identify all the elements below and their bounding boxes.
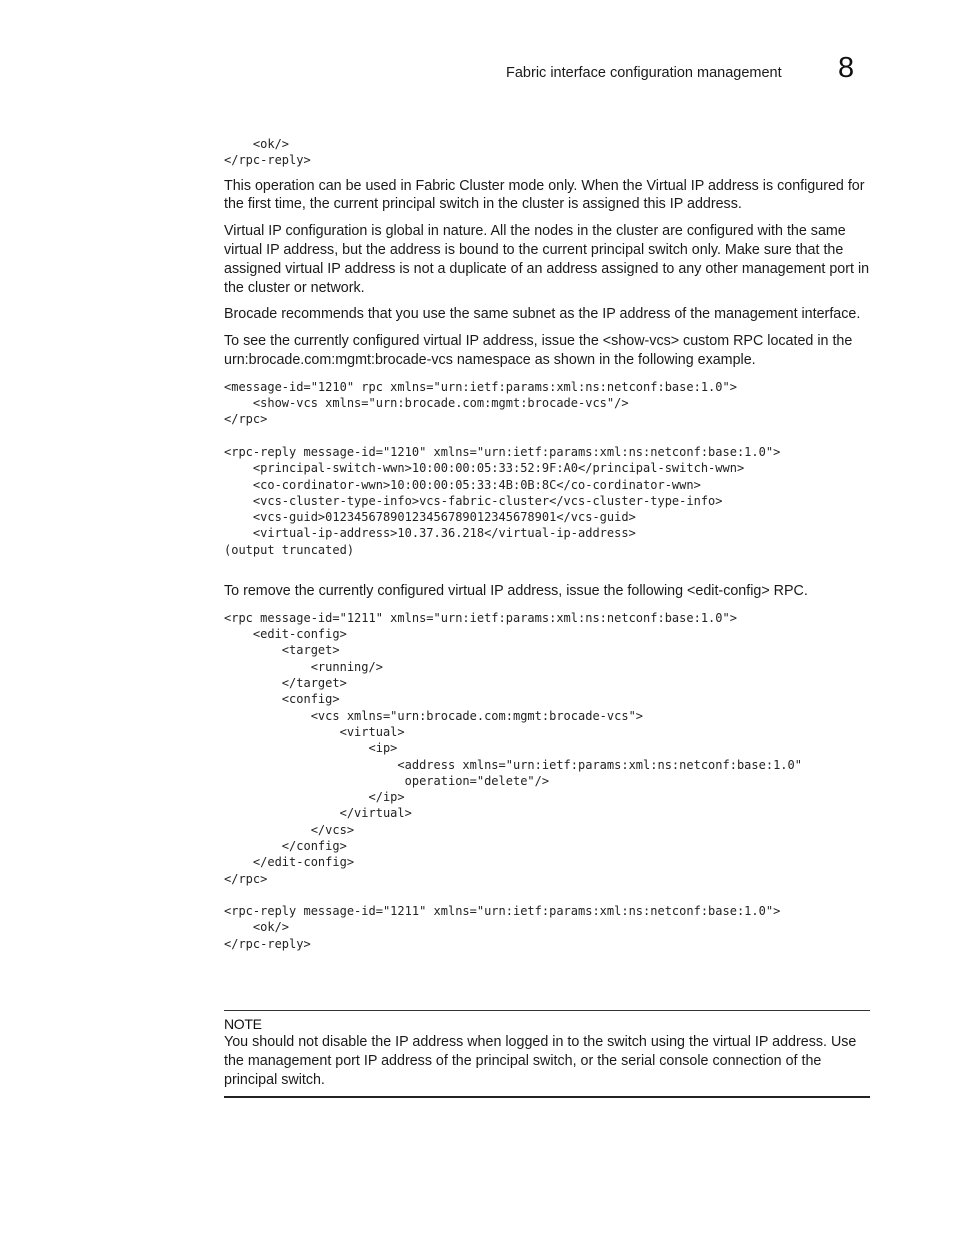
- code-block-edit-config: <rpc message-id="1211" xmlns="urn:ietf:params:xml:ns:netconf:base:1.0"> <edit-config> <target> <running/> </target> <config> <vcs xmlns="urn:brocade.com:mgmt:brocade-vcs"> <virtual> <ip> <address xmlns="urn:ietf:params:xml:ns:netconf:base:1.0" operation="delete"/> </ip> </virtual> </vcs> </config> </edit-config> </rpc> <rpc-reply message-id="1211" xmlns="urn:ietf:params:xml:ns:netconf:base:1.0"> <ok/> </rpc-reply>: [224, 610, 802, 951]
- paragraph-edit-config-intro: To remove the currently configured virtual IP address, issue the following <edit-config> RPC.: [224, 583, 808, 600]
- page-content: [224, 136, 870, 952]
- note-box: [224, 1010, 870, 1098]
- code-block-rpc-reply-end: <ok/> </rpc-reply>: [224, 137, 311, 168]
- code-block-show-vcs: <message-id="1210" rpc xmlns="urn:ietf:params:xml:ns:netconf:base:1.0"> <show-vcs xmlns="urn:brocade.com:mgmt:brocade-vcs"/> </rpc> <rpc-reply message-id="1210" xmlns="urn:ietf:params:xml:ns:netconf:base:1.0"> <principal-switch-wwn>10:00:00:05:33:52:9F:A0</principal-switch-wwn> <co-cordinator-wwn>10:00:00:05:33:4B:0B:8C</co-cordinator-wwn> <vcs-cluster-type-info>vcs-fabric-cluster</vcs-cluster-type-info> <vcs-guid>01234567890123456789012345678901</vcs-guid> <virtual-ip-address>10.37.36.218</virtual-ip-address> (output truncated): [224, 379, 781, 557]
- paragraph-show-vcs-intro: To see the currently configured virtual IP address, issue the <show-vcs> custom RPC located in the urn:brocade.com:mgmt:brocade-vcs namespace as shown in the following example.: [224, 333, 853, 368]
- paragraph-virtual-ip-global: Virtual IP configuration is global in nature. All the nodes in the cluster are configured with the same virtual IP address, but the address is bound to the current principal switch only. Make sure that the assigned virtual IP address is not a duplicate of an address assigned to any other management port in the cluster or network.: [224, 223, 870, 296]
- paragraph-fabric-cluster-mode: This operation can be used in Fabric Cluster mode only. When the Virtual IP address is configured for the first time, the current principal switch in the cluster is assigned this IP address.: [224, 177, 865, 213]
- paragraph-subnet-recommendation: Brocade recommends that you use the same subnet as the IP address of the management interface.: [224, 306, 861, 323]
- note-text: You should not disable the IP address when logged in to the switch using the virtual IP address. Use the management port IP address of the principal switch, or the serial console connection of the principal switch.: [224, 1034, 857, 1088]
- note-label: NOTE: [224, 1016, 262, 1032]
- chapter-number: 8: [838, 52, 855, 84]
- running-header-title: Fabric interface configuration management: [506, 65, 782, 81]
